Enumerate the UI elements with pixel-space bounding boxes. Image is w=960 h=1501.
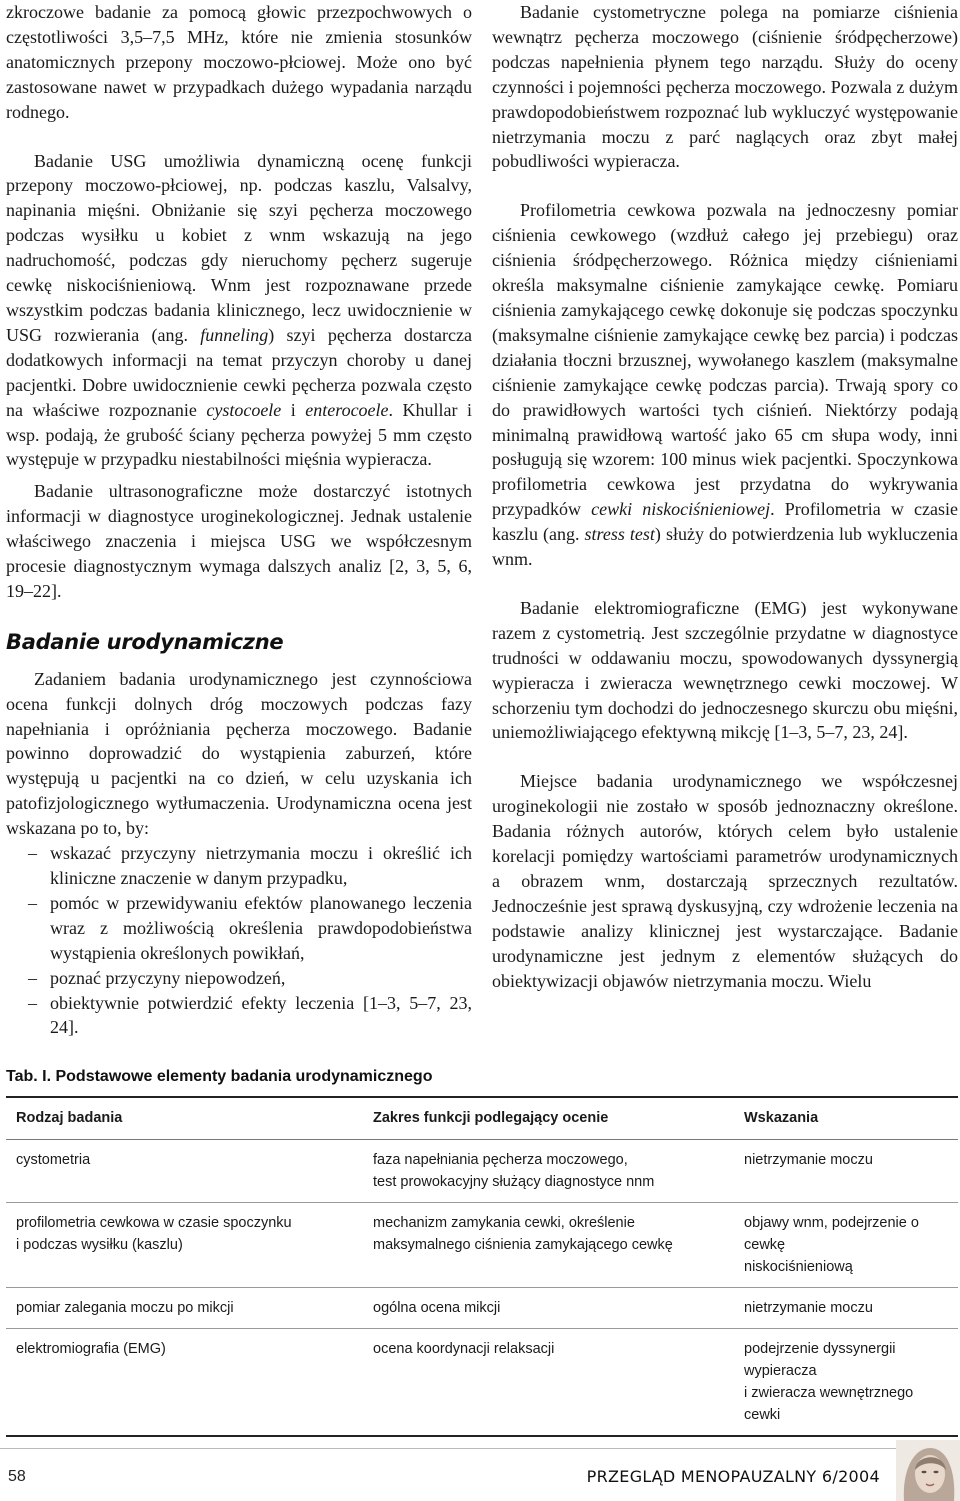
table-cell: mechanizm zamykania cewki, określenie maksymalnego ciśnienia zamykającego cewkę <box>363 1203 734 1288</box>
list-item: – wskazać przyczyny nietrzymania moczu i określić ich kliniczne znaczenie w danym przypadku, <box>6 841 472 891</box>
list-item: – obiektywnie potwierdzić efekty leczenia [1–3, 5–7, 23, 24]. <box>6 991 472 1041</box>
table-row <box>6 1288 958 1329</box>
table-cell: cystometria <box>6 1140 363 1203</box>
footer-divider <box>0 1448 960 1449</box>
column-header: Rodzaj badania <box>6 1097 363 1140</box>
section-heading: Badanie urodynamiczne <box>6 629 284 654</box>
table-cell: nietrzymanie moczu <box>734 1140 958 1203</box>
table-caption: Tab. I. Podstawowe elementy badania urodynamicznego <box>6 1068 433 1085</box>
paragraph: Badanie ultrasonograficzne może dostarczyć istotnych informacji w diagnostyce uroginekologicznej. Jednak ustalenie właściwego znaczenia i miejsca USG we współczesnym procesie diagnostycznym wymaga dalszych analiz [2, 3, 5, 6, 19–22]. <box>6 481 472 601</box>
table-row <box>6 1140 958 1203</box>
paragraph: Miejsce badania urodynamicznego we współczesnej uroginekologii nie zostało w sposób jednoznaczny określone. Badania różnych autorów, których celem było ustalenie korelacji pomiędzy wartościami parametrów urodynamicznych a obrazem wnm, dostarczają sprzecznych rezultatów. Jednocześnie jest sprawą dyskusyjną, czy wdrożenie leczenia na podstawie analizy klinicznej jest wystarczające. Badanie urodynamiczne jest jednym z elementów służących do obiektywizacji objawów nietrzymania moczu. Wielu <box>492 771 958 991</box>
indications-list <box>6 841 472 1040</box>
page-number: 58 <box>8 1468 26 1485</box>
paragraph: Badanie elektromiograficzne (EMG) jest wykonywane razem z cystometrią. Jest szczególnie przydatne w diagnostyce trudności w oddawaniu moczu, spowodowanych dyssynergią wypieracza i zwieracza wewnętrznego cewki moczowej. W schorzeniu tym dochodzi do jednoczesnego skurczu obu mięśni, uniemożliwiającego efektywną mikcję [1–3, 5–7, 23, 24]. <box>492 597 958 743</box>
paragraph: Zadaniem badania urodynamicznego jest czynnościowa ocena funkcji dolnych dróg moczowych podczas fazy napełniania i opróżniania pęcherza moczowego. Badanie powinno doprowadzić do wystąpienia zaburzeń, które występują u pacjentki na co dzień, w celu uzyskania ich patofizjologicznego wytłumaczenia. Urodynamiczna ocena jest wskazana po to, by: <box>6 668 472 839</box>
paragraph: Badanie cystometryczne polega na pomiarze ciśnienia wewnątrz pęcherza moczowego (ciśnienie śródpęcherzowe) podczas napełnienia płynem tego narządu. Służy do oceny czynności i pojemności pęcherza moczowego. Pozwala z dużym prawdopodobieństwem rozpoznać lub wykluczyć występowanie nietrzymania moczu z parć naglących oraz zbyt małej pobudliwości wypieracza. <box>492 2 958 172</box>
table-cell: nietrzymanie moczu <box>734 1288 958 1329</box>
table-cell: ocena koordynacji relaksacji <box>363 1329 734 1437</box>
table-cell: pomiar zalegania moczu po mikcji <box>6 1288 363 1329</box>
table-row <box>6 1203 958 1288</box>
list-item: – poznać przyczyny niepowodzeń, <box>6 966 472 991</box>
column-header: Wskazania <box>734 1097 958 1140</box>
portrait-image <box>896 1440 960 1501</box>
journal-title: PRZEGLĄD MENOPAUZALNY 6/2004 <box>586 1467 880 1486</box>
paragraph: Profilometria cewkowa pozwala na jednoczesny pomiar ciśnienia cewkowego (wzdłuż całego jej przebiegu) oraz ciśnienia śródpęcherzowego. Różnica między ciśnieniami określa maksymalne ciśnienie zamykające cewkę. Pomiaru ciśnienia zamykającego cewkę dokonuje się podczas spoczynku (maksymalne ciśnienie zamykające cewkę bez parcia) i podczas działania tłoczni brzusznej, wywołanego kaszlem (maksymalne ciśnienie zamykające cewkę podczas parcia). Trwają spory co do prawidłowych wartości tych ciśnień. Niektórzy podają minimalną prawidłową wartość jako 65 cm słupa wody, inni posługują się wzorem: 100 minus wiek pacjentki. Spoczynkowa profilometria cewkowa jest przydatna do wykrywania przypadków cewki niskociśnieniowej. Profilometria w czasie kaszlu (ang. stress test) służy do potwierdzenia lub wykluczenia wnm. <box>492 200 958 570</box>
paragraph: Badanie USG umożliwia dynamiczną ocenę funkcji przepony moczowo-płciowej, np. podczas kaszlu, Valsalvy, napinania mięśni. Obniżanie się szyi pęcherza moczowego podczas wysiłku u kobiet z wnm wskazują na jego nadruchomość, podczas gdy nieruchomy pęcherz sugeruje cewkę niskociśnieniową. Wnm jest rozpoznawane przede wszystkim podczas badania klinicznego, lecz uwidocznienie w USG rozwierania (ang. funneling) szyi pęcherza dostarcza dodatkowych informacji na temat przyczyn choroby u danej pacjentki. Dobre uwidocznienie cewki pęcherza pozwala często na właściwe rozpoznanie cystocoele i enterocoele. Khullar i wsp. podają, że grubość ściany pęcherza powyżej 5 mm często występuje w przypadku niestabilności mięśnia wypieracza. <box>6 150 472 470</box>
table-cell: elektromiografia (EMG) <box>6 1329 363 1437</box>
table-cell: podejrzenie dyssynergii wypieracza i zwieracza wewnętrznego cewki <box>734 1329 958 1437</box>
left-column <box>6 0 472 1040</box>
table-cell: objawy wnm, podejrzenie o cewkę niskociśnieniową <box>734 1203 958 1288</box>
table-cell: profilometria cewkowa w czasie spoczynku i podczas wysiłku (kaszlu) <box>6 1203 363 1288</box>
paragraph: zkroczowe badanie za pomocą głowic przezpochwowych o częstotliwości 3,5–7,5 MHz, które nie zmienia stosunków anatomicznych przepony moczowo-płciowej. Może ono być zastosowane nawet w przypadkach dużego wypadania narządu rodnego. <box>6 2 472 122</box>
column-header: Zakres funkcji podlegający ocenie <box>363 1097 734 1140</box>
table-cell: ogólna ocena mikcji <box>363 1288 734 1329</box>
table-row <box>6 1329 958 1437</box>
list-item: – pomóc w przewidywaniu efektów planowanego leczenia wraz z możliwością określenia prawdopodobieństwa wystąpienia określonych powikłań, <box>6 891 472 966</box>
urodynamics-table <box>6 1096 958 1437</box>
table-header-row <box>6 1097 958 1140</box>
table-cell: faza napełniania pęcherza moczowego, test prowokacyjny służący diagnostyce nnm <box>363 1140 734 1203</box>
right-column <box>492 0 958 994</box>
